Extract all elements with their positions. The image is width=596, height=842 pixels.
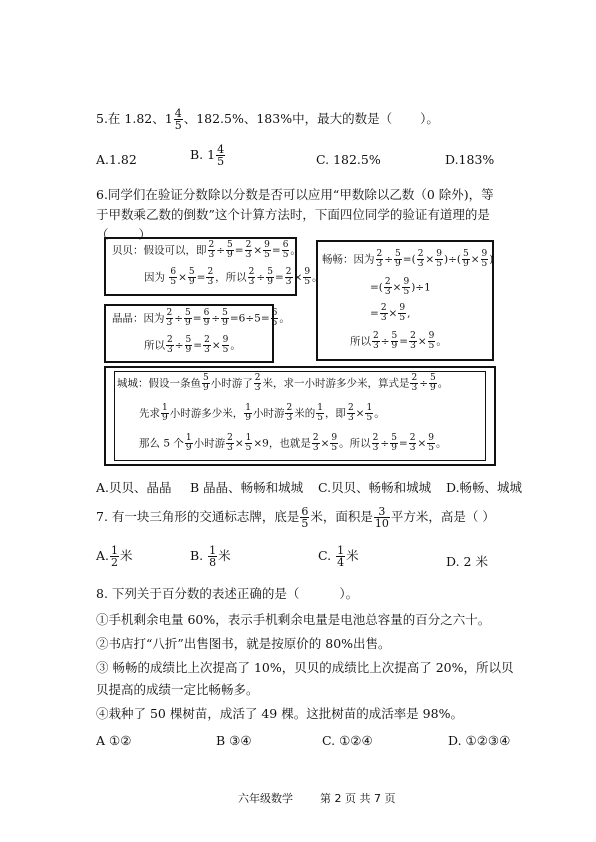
- jingjing-line2: 所以 $\frac{2}{3}$ ÷ $\frac{5}{9}$ = $\frac{2}{3}$ × $\frac{9}{5}$ 。: [144, 335, 241, 355]
- q8-statement-1: ①手机剩余电量 60%，表示手机剩余电量是电池总容量的百分之六十。: [96, 612, 491, 627]
- q8-statement-2: ②书店打“八折”出售图书，就是按原价的 80%出售。: [96, 636, 391, 651]
- chengcheng-l2-mid4: ，即: [324, 407, 346, 420]
- q8-statement-4: ④栽种了 50 棵树苗，成活了 49 棵。这批树苗的成活率是 98%。: [96, 706, 463, 721]
- q6-option-d[interactable]: D.畅畅、城城: [446, 480, 523, 495]
- q8-option-d[interactable]: D. ①②③④: [448, 733, 511, 748]
- chengcheng-box-outer: [104, 366, 496, 466]
- jingjing-period: 。: [279, 312, 290, 325]
- changchang-box: [316, 240, 494, 361]
- changchang-eq-one: ÷1: [415, 281, 431, 294]
- chengcheng-l3-x9: ×9，也就是: [253, 437, 311, 450]
- q6-option-a[interactable]: A.贝贝、晶晶: [96, 480, 172, 495]
- q5-stem-end: ）。: [420, 111, 439, 126]
- q8-stem: [96, 584, 358, 602]
- q7-b-label: B.: [190, 548, 204, 563]
- q7-b-unit: 米: [218, 548, 231, 563]
- changchang-line1: 畅畅：因为 $\frac{2}{3}$ ÷ $\frac{5}{9}$ =( $\frac{2}{3}$ × $\frac{9}{5}$ )÷( $\frac{5}{9}$ × $\frac{9}{5}$ ): [322, 249, 494, 269]
- q7-c-unit: 米: [346, 548, 359, 563]
- q6-option-b[interactable]: B 晶晶、畅畅和城城: [190, 480, 304, 495]
- q7-option-a[interactable]: [96, 545, 133, 568]
- q7-option-b[interactable]: [190, 545, 231, 568]
- q5-option-b-den: 5: [217, 155, 225, 168]
- q5-stem: [96, 108, 439, 131]
- chengcheng-l3-so: 。所以: [339, 437, 371, 450]
- q7-option-d[interactable]: D. 2 米: [446, 554, 488, 569]
- jingjing-period-2: 。: [230, 339, 241, 352]
- q7-area-den: 10: [374, 517, 389, 530]
- q7-b-num: 1: [209, 544, 217, 557]
- q5-mixed-num: 4: [174, 107, 182, 120]
- chengcheng-l2-mid3: 米的: [294, 407, 316, 420]
- beibei-box: [104, 237, 323, 296]
- q5-option-b-frac: [216, 144, 225, 167]
- q7-b-den: 8: [209, 556, 217, 569]
- q6-stem-line1: 6.同学们在验证分数除以分数是否可以应用“甲数除以乙数（0 除外)，等: [96, 187, 494, 202]
- chengcheng-l3-mid: 小时游: [193, 437, 226, 450]
- chengcheng-l3-period: 。: [436, 437, 447, 450]
- q7-a-num: 1: [111, 544, 119, 557]
- chengcheng-l1-mid2: 米，求一小时游多少米，算式是: [262, 377, 410, 390]
- beibei-so: ，所以: [215, 271, 247, 284]
- q7-base-num: 6: [301, 505, 309, 518]
- jingjing-box: [104, 304, 290, 363]
- q7-a-den: 2: [111, 556, 119, 569]
- q7-stem-post: 平方米，高是（ ）: [390, 509, 495, 524]
- q8-stem-text: 8. 下列关于百分数的表述正确的是（: [96, 586, 300, 601]
- chengcheng-l2-mid2: 小时游: [252, 407, 285, 420]
- changchang-line3: = $\frac{2}{3}$ × $\frac{9}{5}$ ,: [370, 303, 411, 323]
- q6-paren-close: ）: [138, 227, 152, 242]
- q5-mixed-whole: 1: [164, 111, 173, 126]
- jingjing-line1: 晶晶：因为 $\frac{2}{3}$ ÷ $\frac{5}{9}$ = $\frac{6}{9}$ ÷ $\frac{5}{9}$ =6÷5= $\frac{6}{5}$ 。: [112, 308, 290, 328]
- q7-stem-pre: 7. 有一块三角形的交通标志牌，底是: [96, 509, 300, 524]
- q8-option-b[interactable]: B ③④: [216, 733, 252, 748]
- changchang-so: 所以: [350, 335, 371, 348]
- q5-stem-post: 、182.5%、183%中，最大的数是（: [183, 111, 393, 126]
- q7-area-frac: [374, 506, 390, 529]
- chengcheng-l2-mid: 小时游多少米，: [169, 407, 244, 420]
- q7-area-num: 3: [378, 505, 386, 518]
- q8-option-c[interactable]: C. ①②④: [322, 733, 373, 748]
- q8-stem-end: ）。: [339, 586, 359, 601]
- chengcheng-l1-mid: 小时游了: [210, 377, 253, 390]
- changchang-line4: 所以 $\frac{2}{3}$ ÷ $\frac{5}{9}$ = $\frac{2}{3}$ × $\frac{9}{5}$ 。: [350, 331, 447, 351]
- q8-option-a[interactable]: A ①②: [96, 733, 132, 748]
- q7-c-den: 4: [337, 556, 345, 569]
- q7-option-c[interactable]: [318, 545, 359, 568]
- q7-base-frac: [300, 506, 309, 529]
- q7-base-den: 5: [301, 517, 309, 530]
- chengcheng-line2: 先求 $\frac{1}{9}$ 小时游多少米， $\frac{1}{9}$ 小时游 $\frac{2}{3}$ 米的 $\frac{1}{5}$ ，即 $\frac{2}{3}$ × $\frac{1}{5}$ 。: [139, 403, 385, 423]
- jingjing-so: 所以: [144, 339, 165, 352]
- beibei-line2: 因为 $\frac{6}{5}$ × $\frac{5}{9}$ = $\frac{2}{3}$ ，所以 $\frac{2}{3}$ ÷ $\frac{5}{9}$ = $\frac{2}{3}$ × $\frac{9}{5}$ 。: [144, 267, 323, 287]
- chengcheng-line3: 那么 5 个 $\frac{1}{9}$ 小时游 $\frac{2}{3}$ × $\frac{1}{5}$ ×9，也就是 $\frac{2}{3}$ × $\frac{9}{5}$ 。所以 $\frac{2}{3}$ ÷ $\frac{5}{9}$ = $\frac{2}{3}$ × $\frac{9}{5}$ 。: [139, 433, 447, 453]
- q6-stem-line2: 于甲数乘乙数的倒数”这个计算方法时，下面四位同学的验证有道理的是: [96, 207, 490, 222]
- chengcheng-l1-pre: 城城：假设一条鱼: [117, 377, 201, 390]
- q5-mixed-frac: [174, 108, 183, 131]
- q5-option-d[interactable]: D.183%: [445, 152, 495, 167]
- chengcheng-l1-period: 。: [437, 377, 449, 390]
- beibei-period: 。: [290, 244, 301, 257]
- chengcheng-l2-period: 。: [374, 407, 385, 420]
- q7-a-unit: 米: [120, 548, 133, 563]
- q5-mixed-den: 5: [174, 119, 182, 132]
- changchang-line2: =( $\frac{2}{3}$ × $\frac{9}{5}$ )÷1: [370, 277, 431, 297]
- q5-option-b[interactable]: [190, 144, 226, 167]
- q5-option-b-label: B.: [190, 147, 204, 162]
- beibei-label: 贝贝：假设可以，即: [112, 244, 207, 257]
- q7-stem: [96, 506, 495, 529]
- q7-c-num: 1: [337, 544, 345, 557]
- beibei-because: 因为: [144, 271, 165, 284]
- chengcheng-line1: 城城：假设一条鱼 $\frac{5}{9}$ 小时游了 $\frac{2}{3}$ 米，求一小时游多少米，算式是 $\frac{2}{3}$ ÷ $\frac{5}{9}$ 。: [117, 373, 449, 393]
- q5-option-b-num: 4: [217, 143, 225, 156]
- q5-stem-pre: 5.在 1.82、: [96, 111, 165, 126]
- chengcheng-box-inner: [114, 371, 486, 461]
- changchang-label: 畅畅：因为: [322, 253, 375, 266]
- beibei-line1: 贝贝：假设可以，即 $\frac{2}{3}$ ÷ $\frac{5}{9}$ = $\frac{2}{3}$ × $\frac{9}{5}$ = $\frac{6}{5}$ 。: [112, 240, 301, 260]
- jingjing-label: 晶晶：因为: [112, 312, 165, 325]
- chengcheng-l2-pre: 先求: [139, 407, 160, 420]
- q5-option-a[interactable]: A.1.82: [96, 152, 137, 167]
- footer-page-number: 第 2 页 共 7 页: [320, 792, 396, 805]
- chengcheng-l3-pre: 那么 5 个: [139, 437, 184, 450]
- q7-c-label: C.: [318, 548, 332, 563]
- q8-statement-3b: 贝提高的成绩一定比畅畅多。: [96, 682, 259, 697]
- q8-statement-3a: ③ 畅畅的成绩比上次提高了 10%，贝贝的成绩比上次提高了 20%，所以贝: [96, 660, 514, 675]
- q7-a-label: A.: [96, 548, 110, 563]
- beibei-period-2: 。: [312, 271, 323, 284]
- q7-stem-mid: 米，面积是: [310, 509, 373, 524]
- jingjing-mid: =6÷5=: [229, 312, 270, 325]
- q5-option-b-whole: 1: [207, 147, 216, 162]
- q5-option-c[interactable]: C. 182.5%: [316, 152, 381, 167]
- footer-subject: 六年级数学: [238, 792, 293, 805]
- q6-paren-open: （: [96, 227, 109, 242]
- changchang-period: 。: [436, 335, 447, 348]
- q6-option-c[interactable]: C.贝贝、畅畅和城城: [318, 480, 432, 495]
